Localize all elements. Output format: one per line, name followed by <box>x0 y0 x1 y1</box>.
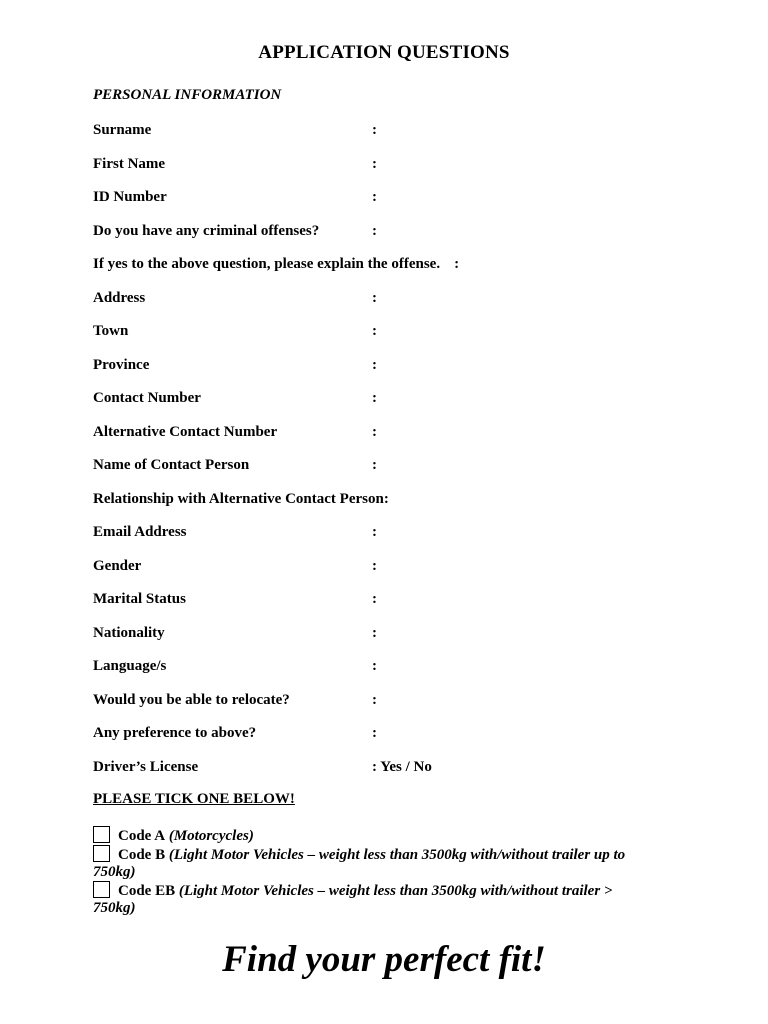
field-colon: : <box>372 457 377 473</box>
field-first-name[interactable] <box>93 154 713 188</box>
tick-instruction-heading: PLEASE TICK ONE BELOW! <box>93 791 295 807</box>
field-label: Do you have any criminal offenses? <box>93 222 320 239</box>
field-colon: : <box>372 423 377 440</box>
code-name: Code EB <box>118 883 176 899</box>
field-colon: : <box>372 524 377 540</box>
field-colon: : <box>383 490 389 507</box>
license-code-b-checkbox[interactable] <box>93 845 110 862</box>
field-colon: : <box>372 557 377 574</box>
field-label: Surname <box>93 122 152 138</box>
field-drivers-license[interactable] <box>93 757 713 791</box>
field-colon: : <box>372 189 377 205</box>
field-province[interactable] <box>93 355 713 389</box>
page-title: APPLICATION QUESTIONS <box>258 42 510 63</box>
field-label: Contact Number <box>93 390 201 406</box>
license-code-eb-option[interactable] <box>93 881 653 917</box>
field-label: First Name <box>93 155 166 172</box>
personal-information-fields <box>93 120 713 790</box>
field-label: Relationship with Alternative Contact Person <box>93 490 384 507</box>
field-relocation-preference[interactable] <box>93 723 713 757</box>
field-label: Address <box>93 289 146 306</box>
field-offense-explanation[interactable] <box>93 254 713 288</box>
field-colon: : Yes / No <box>372 758 432 775</box>
field-colon: : <box>372 289 377 306</box>
license-code-options <box>93 826 653 917</box>
field-label: Would you be able to relocate? <box>93 691 290 708</box>
field-colon: : <box>372 725 377 741</box>
field-address[interactable] <box>93 288 713 322</box>
field-label: Driver’s License <box>93 758 199 775</box>
field-colon: : <box>372 658 377 674</box>
license-code-a-option[interactable] <box>93 826 653 845</box>
field-languages[interactable] <box>93 656 713 690</box>
field-label: Email Address <box>93 524 187 540</box>
field-label: If yes to the above question, please explain the offense. <box>93 256 441 272</box>
field-colon: : <box>372 390 377 406</box>
field-colon: : <box>372 591 377 607</box>
code-name: Code A <box>118 828 166 844</box>
field-contact-person-name[interactable] <box>93 455 713 489</box>
license-code-eb-checkbox[interactable] <box>93 881 110 898</box>
license-code-b-option[interactable] <box>93 845 653 881</box>
field-label: Language/s <box>93 658 167 674</box>
field-label: Nationality <box>93 624 165 641</box>
code-name: Code B <box>118 847 166 863</box>
field-colon: : <box>372 122 377 138</box>
field-label: ID Number <box>93 189 167 205</box>
field-town[interactable] <box>93 321 713 355</box>
field-label: Name of Contact Person <box>93 457 250 473</box>
field-colon: : <box>372 155 377 172</box>
field-colon: : <box>454 256 460 272</box>
field-id-number[interactable] <box>93 187 713 221</box>
field-contact-number[interactable] <box>93 388 713 422</box>
field-surname[interactable] <box>93 120 713 154</box>
field-criminal-offenses[interactable] <box>93 221 713 255</box>
field-label: Province <box>93 356 150 373</box>
field-label: Gender <box>93 557 142 574</box>
slogan: Find your perfect fit! <box>222 939 546 980</box>
field-contact-person-relationship[interactable] <box>93 489 713 523</box>
license-code-a-checkbox[interactable] <box>93 826 110 843</box>
code-description: (Light Motor Vehicles – weight less than 3500kg with/without trailer up to 750kg) <box>93 847 626 880</box>
section-heading-personal-information: PERSONAL INFORMATION <box>93 87 282 103</box>
field-colon: : <box>372 323 377 339</box>
field-relocate[interactable] <box>93 690 713 724</box>
field-email-address[interactable] <box>93 522 713 556</box>
field-colon: : <box>372 691 377 708</box>
field-label: Town <box>93 323 129 339</box>
field-colon: : <box>372 222 377 239</box>
field-label: Any preference to above? <box>93 725 257 741</box>
field-colon: : <box>372 356 377 373</box>
field-colon: : <box>372 624 377 641</box>
field-label: Marital Status <box>93 591 186 607</box>
field-alternative-contact-number[interactable] <box>93 422 713 456</box>
field-label: Alternative Contact Number <box>93 423 278 440</box>
field-gender[interactable] <box>93 556 713 590</box>
code-description: (Light Motor Vehicles – weight less than 3500kg with/without trailer > 750kg) <box>93 883 613 916</box>
field-nationality[interactable] <box>93 623 713 657</box>
field-marital-status[interactable] <box>93 589 713 623</box>
code-description: (Motorcycles) <box>168 828 254 844</box>
